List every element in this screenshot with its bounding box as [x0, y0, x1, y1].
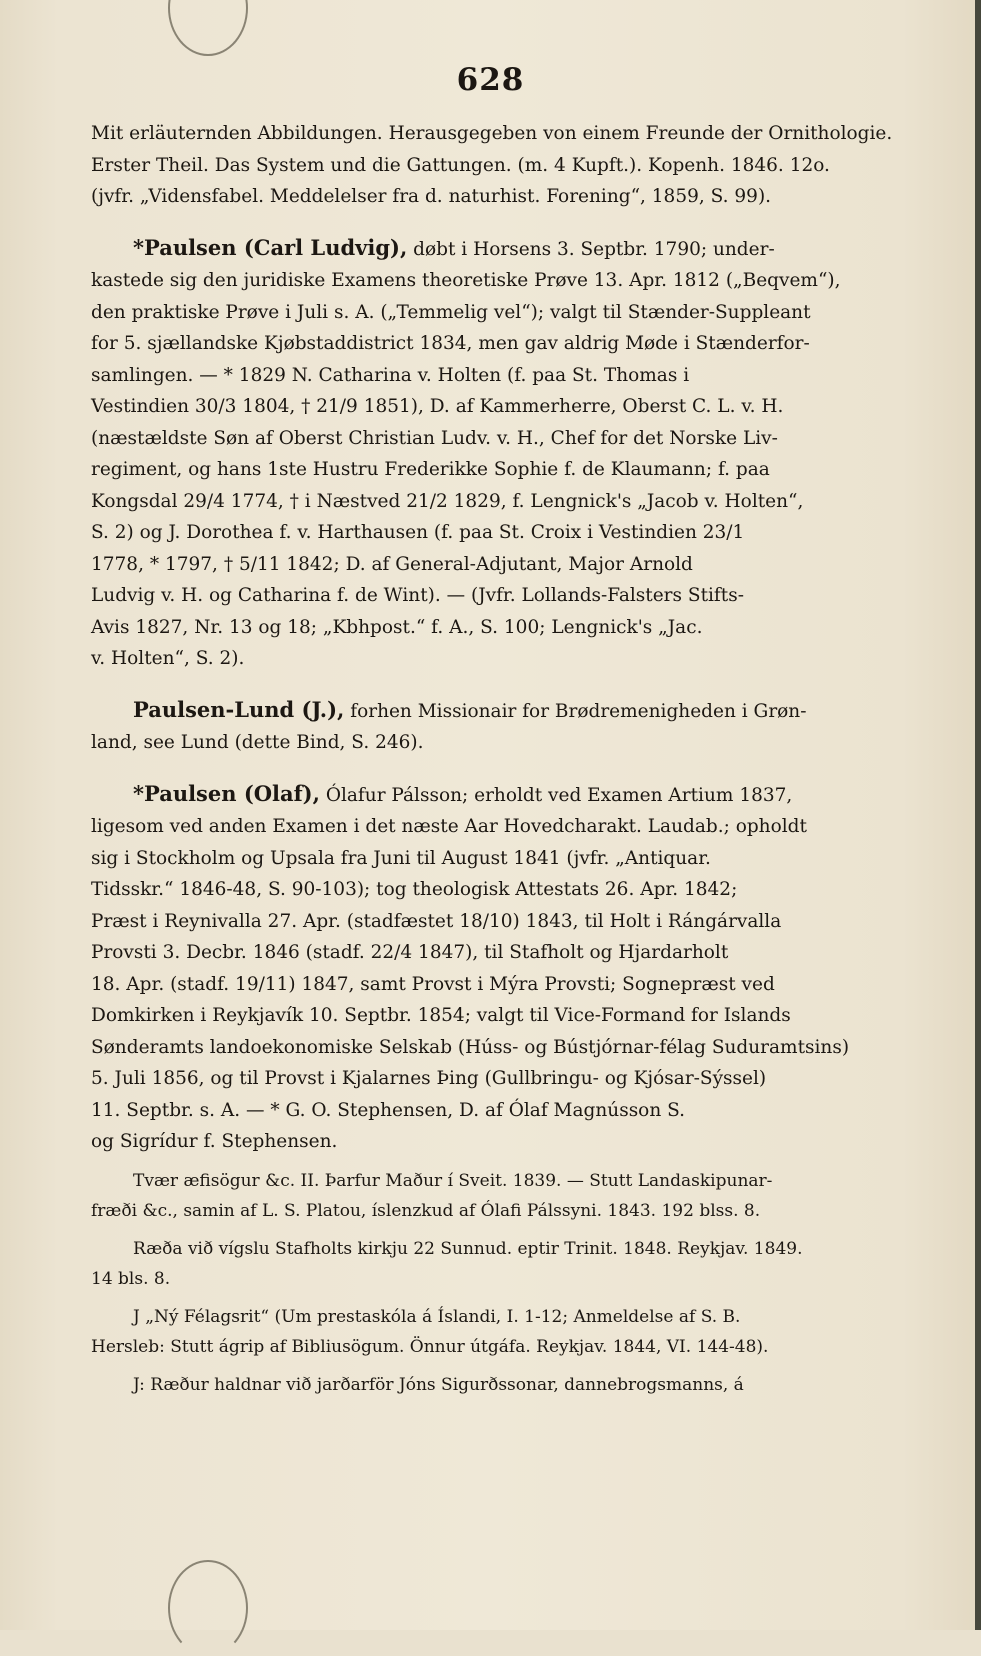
work-item — [91, 1234, 911, 1294]
work-item — [91, 1370, 911, 1400]
text-line: Domkirken i Reykjavík 10. Septbr. 1854; valgt til Vice-Formand for Islands — [91, 1005, 791, 1026]
text-line: Tidsskr.“ 1846-48, S. 90-103); tog theologisk Attestats 26. Apr. 1842; — [91, 879, 738, 900]
text-line: Avis 1827, Nr. 13 og 18; „Kbhpost.“ f. A., S. 100; Lengnick's „Jac. — [91, 616, 703, 638]
text-line: Sønderamts landoekonomiske Selskab (Húss- og Bústjórnar-félag Suduramtsins) — [91, 1036, 850, 1058]
text-line: 14 bls. 8. — [91, 1268, 171, 1289]
text-line: land, see Lund (dette Bind, S. 246). — [91, 732, 424, 753]
text-line: forhen Missionair for Brødremenigheden i Grøn- — [350, 700, 807, 722]
work-item — [91, 1302, 911, 1362]
entry-heading: Paulsen-Lund (J.), — [133, 696, 345, 722]
text-line: regiment, og hans 1ste Hustru Frederikke Sophie f. de Klaumann; f. paa — [91, 459, 770, 480]
page-number: 628 — [456, 62, 525, 98]
text-line: Provsti 3. Decbr. 1846 (stadf. 22/4 1847), til Stafholt og Hjardarholt — [91, 942, 729, 963]
text-line: 18. Apr. (stadf. 19/11) 1847, samt Provst i Mýra Provsti; Sognepræst ved — [91, 973, 775, 995]
entry-heading: *Paulsen (Carl Ludvig), — [133, 234, 408, 260]
entry-paulsen-lund — [91, 694, 911, 759]
text-line: Erster Theil. Das System und die Gattungen. (m. 4 Kupft.). Kopenh. 1846. 12o. — [91, 154, 830, 176]
text-line: den praktiske Prøve i Juli s. A. („Temmelig vel“); valgt til Stænder-Suppleant — [91, 301, 811, 323]
text-line: (næstældste Søn af Oberst Christian Ludv. v. H., Chef for det Norske Liv- — [91, 427, 778, 449]
text-line: Mit erläuternden Abbildungen. Herausgegeben von einem Freunde der Ornithologie. — [91, 123, 893, 144]
text-line: J: Ræður haldnar við jarðarför Jóns Sigurðssonar, dannebrogsmanns, á — [133, 1374, 744, 1395]
text-line: Ludvig v. H. og Catharina f. de Wint). — (Jvfr. Lollands-Falsters Stifts- — [91, 585, 744, 606]
text-line: v. Holten“, S. 2). — [91, 648, 245, 669]
text-line: Tvær æfisögur &c. II. Þarfur Maður í Sveit. 1839. — Stutt Landaskipunar- — [133, 1170, 773, 1191]
text-line: fræði &c., samin af L. S. Platou, íslenzkud af Ólafi Pálssyni. 1843. 192 blss. 8. — [91, 1200, 761, 1221]
text-line: for 5. sjællandske Kjøbstaddistrict 1834, men gav aldrig Møde i Stænderfor- — [91, 333, 810, 354]
entry-heading: *Paulsen (Olaf), — [133, 780, 320, 806]
text-line: sig i Stockholm og Upsala fra Juni til August 1841 (jvfr. „Antiquar. — [91, 847, 711, 869]
text-line: Ólafur Pálsson; erholdt ved Examen Artium 1837, — [325, 784, 793, 806]
text-line: kastede sig den juridiske Examens theoretiske Prøve 13. Apr. 1812 („Beqvem“), — [91, 270, 841, 291]
text-line: døbt i Horsens 3. Septbr. 1790; under- — [413, 238, 775, 260]
text-line: og Sigrídur f. Stephensen. — [91, 1131, 338, 1152]
text-line: S. 2) og J. Dorothea f. v. Harthausen (f. paa St. Croix i Vestindien 23/1 — [91, 522, 745, 543]
entry-paulsen-carl — [91, 232, 911, 675]
binding-ring-top — [168, 0, 248, 56]
page-edge — [975, 0, 981, 1630]
text-line: J „Ný Félagsrit“ (Um prestaskóla á Íslandi, I. 1-12; Anmeldelse af S. B. — [133, 1306, 741, 1327]
entry-paulsen-olaf — [91, 778, 911, 1158]
text-line: ligesom ved anden Examen i det næste Aar Hovedcharakt. Laudab.; opholdt — [91, 816, 807, 837]
text-line: 11. Septbr. s. A. — * G. O. Stephensen, D. af Ólaf Magnússon S. — [91, 1099, 686, 1121]
text-line: (jvfr. „Vidensfabel. Meddelelser fra d. naturhist. Forening“, 1859, S. 99). — [91, 186, 772, 207]
text-line: samlingen. — * 1829 N. Catharina v. Holten (f. paa St. Thomas i — [91, 364, 690, 386]
work-item — [91, 1166, 911, 1226]
text-line: Kongsdal 29/4 1774, † i Næstved 21/2 1829, f. Lengnick's „Jacob v. Holten“, — [91, 490, 804, 512]
text-line: Præst i Reynivalla 27. Apr. (stadfæstet 18/10) 1843, til Holt i Rángárvalla — [91, 910, 782, 932]
text-line: 5. Juli 1856, og til Provst i Kjalarnes Þing (Gullbringu- og Kjósar-Sýssel) — [91, 1068, 767, 1089]
text-line: Ræða við vígslu Stafholts kirkju 22 Sunnud. eptir Trinit. 1848. Reykjav. 1849. — [133, 1238, 803, 1259]
page-text — [91, 118, 911, 1400]
intro-paragraph — [91, 118, 911, 213]
text-line: 1778, * 1797, † 5/11 1842; D. af General-Adjutant, Major Arnold — [91, 553, 693, 575]
binding-ring-bottom — [168, 1560, 248, 1656]
text-line: Vestindien 30/3 1804, † 21/9 1851), D. af Kammerherre, Oberst C. L. v. H. — [91, 396, 784, 417]
text-line: Hersleb: Stutt ágrip af Bibliusögum. Önnur útgáfa. Reykjav. 1844, VI. 144-48). — [91, 1336, 769, 1357]
